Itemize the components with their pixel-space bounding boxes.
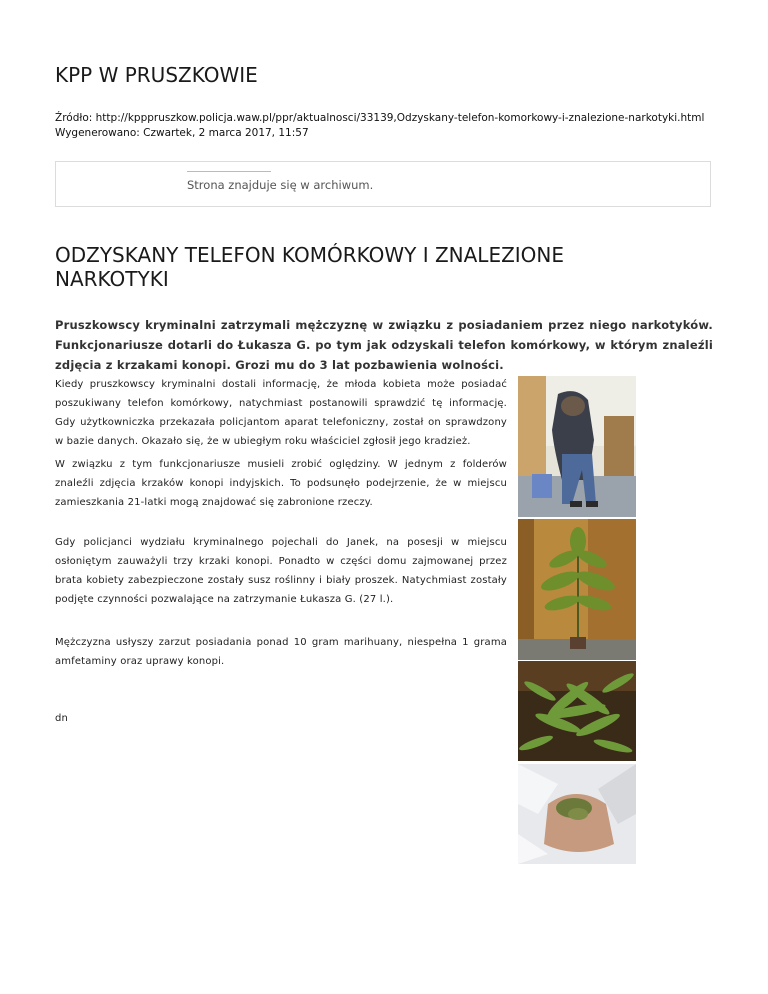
photo-cannabis-plant	[518, 519, 636, 660]
document-meta	[55, 111, 704, 141]
article-signature: dn	[55, 713, 68, 724]
site-title: KPP W PRUSZKOWIE	[55, 63, 258, 87]
photo-cannabis-leaves	[518, 661, 636, 761]
article-title: ODZYSKANY TELEFON KOMÓRKOWY I ZNALEZIONE NARKOTYKI	[55, 243, 565, 291]
archive-notice: Strona znajduje się w archiwum.	[187, 178, 374, 192]
source-url: Źródło: http://kpppruszkow.policja.waw.pl/ppr/aktualnosci/33139,Odzyskany-telefon-komorkowy-i-znalezione-narkotyki.html	[55, 112, 705, 124]
article-paragraph: Kiedy pruszkowscy kryminalni dostali informację, że młoda kobieta może posiadać poszukiwany telefon komórkowy, natychmiast postanowili sprawdzić tę informację. Gdy użytkowniczka przekazała policjantom aparat telefoniczny, został on sprawdzony w bazie danych. Okazało się, że w ubiegłym roku właściciel zgłosił jego kradzież.	[55, 379, 507, 447]
article-paragraph: Gdy policjanci wydziału kryminalnego pojechali do Janek, na posesji w miejscu osłoniętym zauważyli trzy krzaki konopi. Ponadto w części domu zajmowanej przez brata kobiety zabezpieczone zostały susz roślinny i biały proszek. Natychmiast zostały podjęte czynności pozwalające na zatrzymanie Łukasza G. (27 l.).	[55, 537, 507, 605]
photo-bag-dried-herb	[518, 764, 636, 864]
archive-notice-box	[55, 161, 711, 207]
divider	[187, 171, 271, 172]
photo-detained-man	[518, 376, 636, 517]
article-paragraph: W związku z tym funkcjonariusze musieli zrobić oględziny. W jednym z folderów znaleźli zdjęcia krzaków konopi indyjskich. To podsunęło podejrzenie, że w miejscu zamieszkania 21-latki mogą znajdować się zabronione rzeczy.	[55, 459, 507, 508]
generated-date: Wygenerowano: Czwartek, 2 marca 2017, 11:57	[55, 127, 309, 139]
article-paragraph: Mężczyzna usłyszy zarzut posiadania ponad 10 gram marihuany, niespełna 1 grama amfetaminy oraz uprawy konopi.	[55, 637, 507, 667]
article-lead: Pruszkowscy kryminalni zatrzymali mężczyznę w związku z posiadaniem przez niego narkotyków. Funkcjonariusze dotarli do Łukasza G. po tym jak odzyskali telefon komórkowy, w którym znaleźli zdjęcia z krzakami konopi. Grozi mu do 3 lat pozbawienia wolności.	[55, 318, 713, 372]
